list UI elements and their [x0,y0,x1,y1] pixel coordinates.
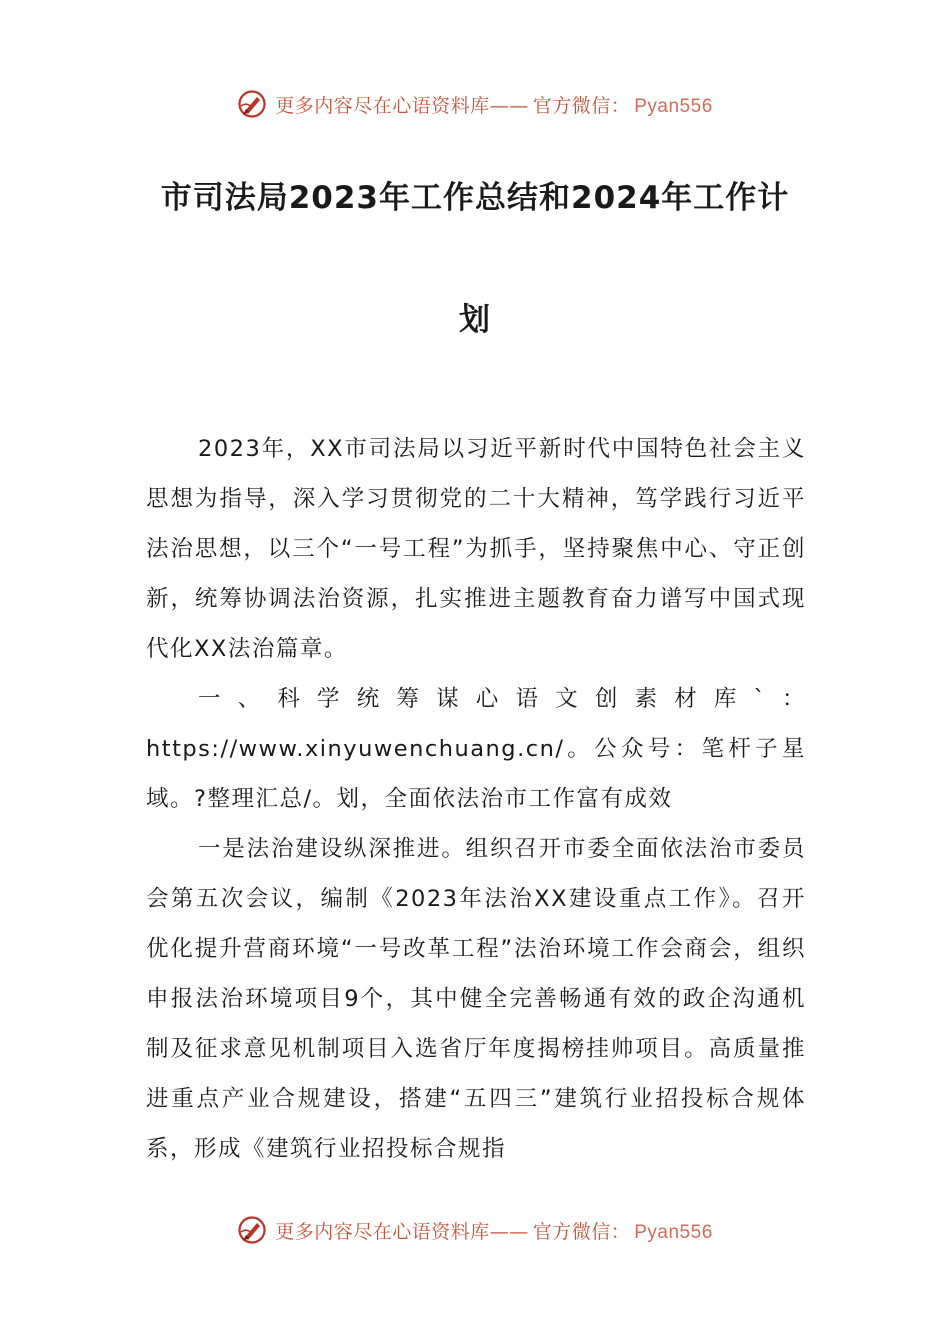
banner-wechat-label: 官方微信： [532,1220,631,1243]
doc-title-line1: 市司法局2023年工作总结和2024年工作计 [160,180,790,216]
pen-logo-icon [237,89,267,119]
banner-main-text: 更多内容尽在心语资料库—— [275,1220,529,1243]
banner-text [275,1217,713,1244]
pen-logo-icon [237,1215,267,1245]
paragraph-point-one: 一是法治建设纵深推进。组织召开市委全面依法治市委员会第五次会议，编制《2023年法治XX建设重点工作》。召开优化提升营商环境“一号改革工程”法治环境工作会商会，组织申报法治环境项目9个，其中健全完善畅通有效的政企沟通机制及征求意见机制项目入选省厅年度揭榜挂帅项目。高质量推进重点产业合规建设，搭建“五四三”建筑行业招投标合规体系，形成《建筑行业招投标合规指 [146,836,806,1162]
banner-main-text: 更多内容尽在心语资料库—— [275,94,529,117]
banner-text [275,91,713,118]
paragraph-intro: 2023年，XX市司法局以习近平新时代中国特色社会主义思想为指导，深入学习贯彻党的二十大精神，笃学践行习近平法治思想，以三个“一号工程”为抓手，坚持聚焦中心、守正创新，统筹协调法治资源，扎实推进主题教育奋力谱写中国式现代化XX法治篇章。 [146,436,806,662]
banner-wechat-id: Pyan556 [634,95,713,117]
footer-banner [0,1210,950,1250]
doc-body [146,424,806,1174]
banner-wechat-id: Pyan556 [634,1221,713,1243]
header-banner [0,84,950,124]
banner-wechat-label: 官方微信： [532,94,631,117]
doc-title-line2: 划 [459,302,491,338]
paragraph-section-heading: 一、科学统筹谋心语文创素材库`：https://www.xinyuwenchuang.cn/。公众号：笔杆子星域。?整理汇总/。划，全面依法治市工作富有成效 [146,686,806,812]
